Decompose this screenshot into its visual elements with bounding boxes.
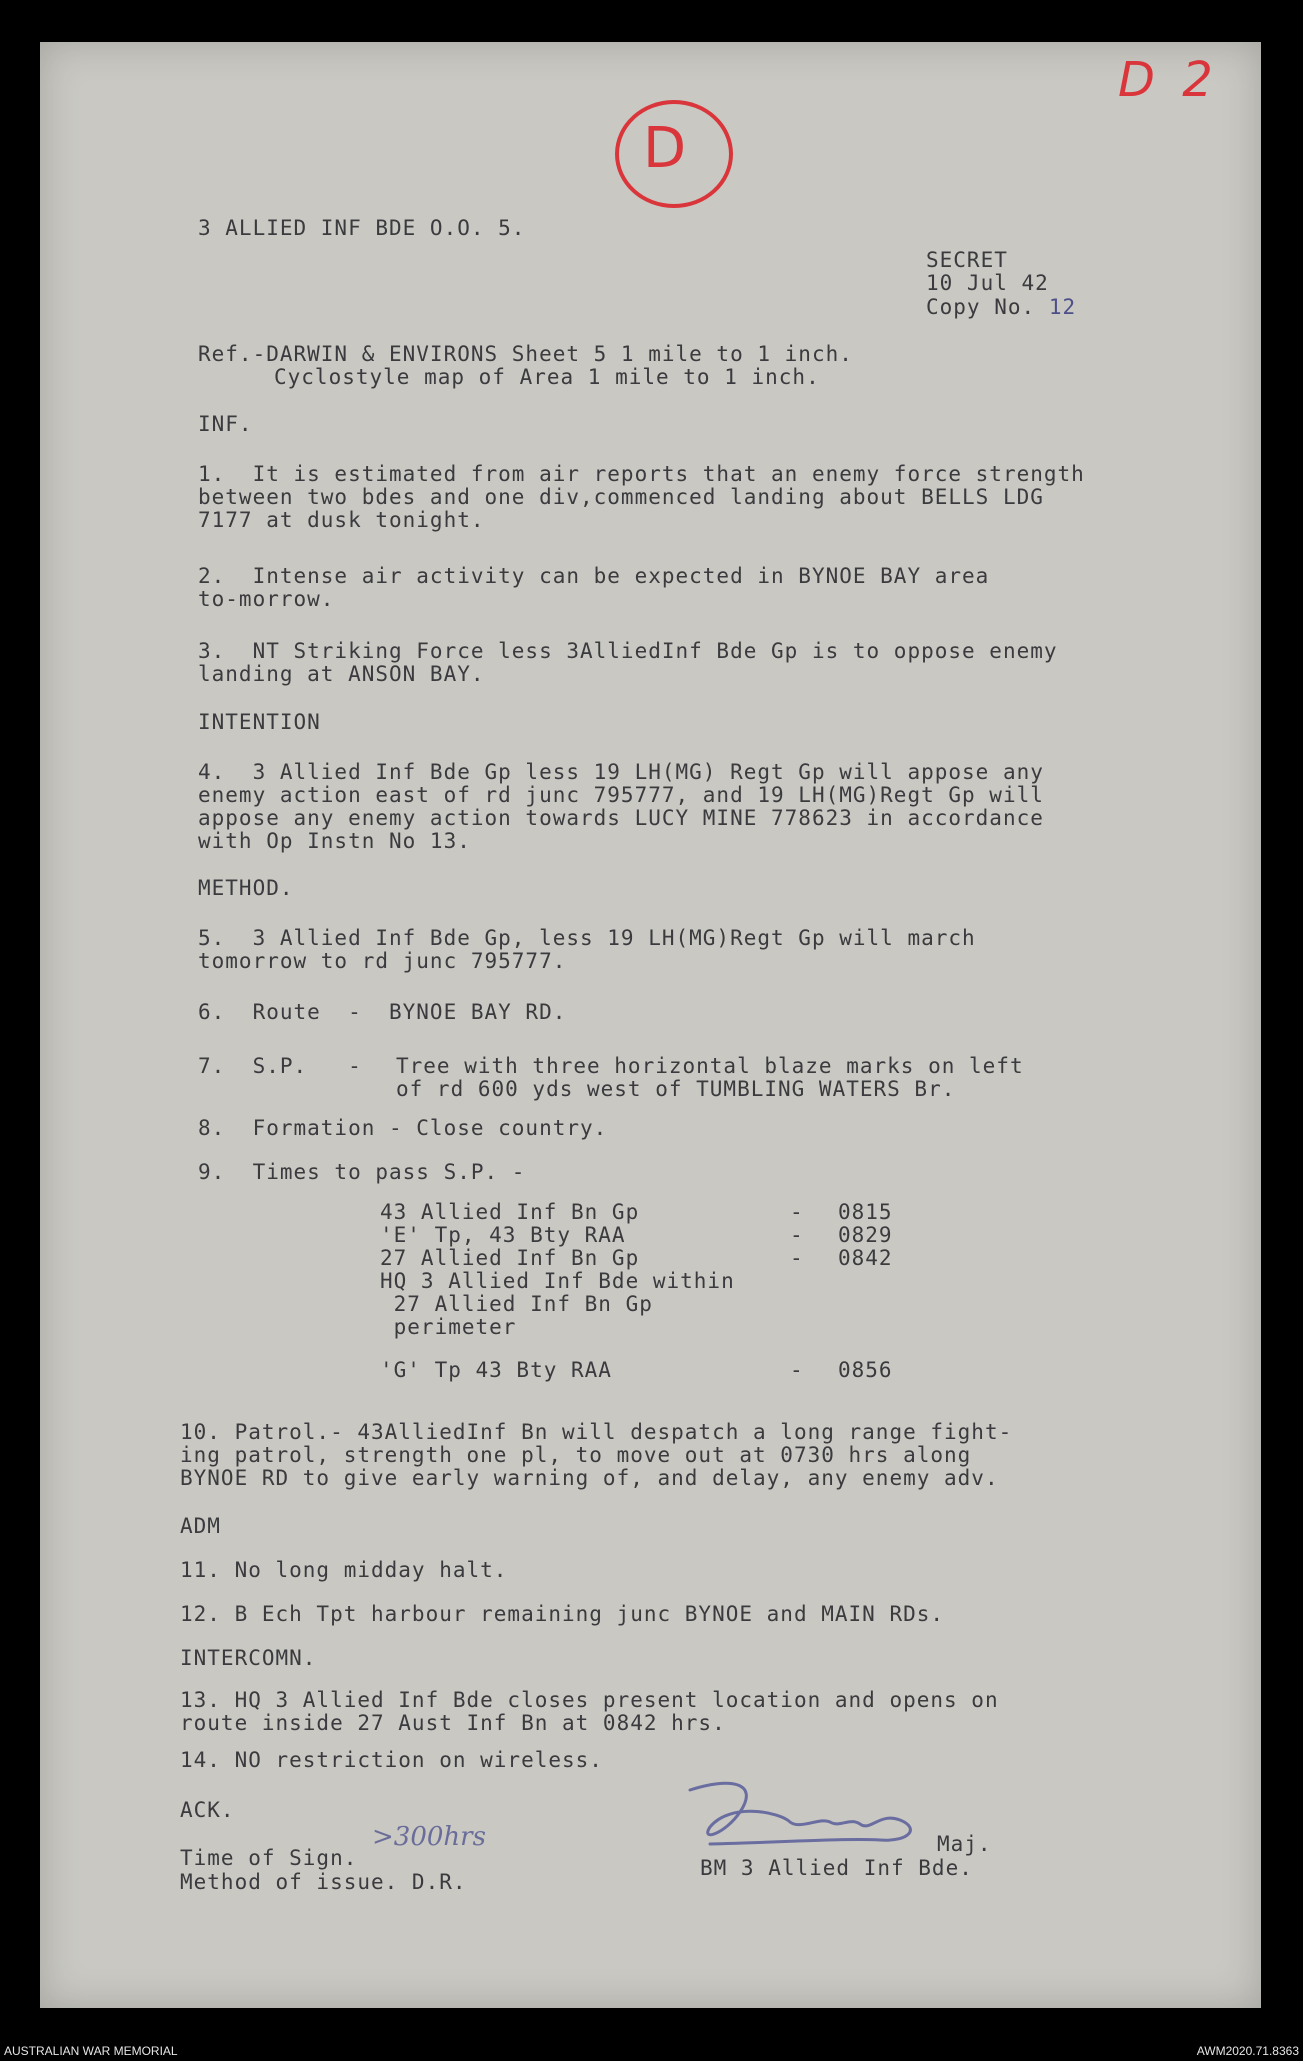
heading-inf: INF. bbox=[198, 412, 253, 436]
signatory-title: BM 3 Allied Inf Bde. bbox=[700, 1856, 973, 1880]
copy-label: Copy No. bbox=[926, 295, 1036, 319]
table-time: 0856 bbox=[838, 1358, 893, 1382]
footer-right: AWM2020.71.8363 bbox=[1196, 2044, 1299, 2058]
para-8: 8. Formation - Close country. bbox=[198, 1116, 608, 1140]
table-unit: 'G' Tp 43 Bty RAA bbox=[380, 1358, 612, 1382]
copy-number: 12 bbox=[1048, 295, 1077, 319]
table-unit: perimeter bbox=[380, 1315, 517, 1339]
table-time: 0842 bbox=[838, 1246, 893, 1270]
time-of-sign-handwritten: >300hrs bbox=[372, 1822, 486, 1852]
para-4-line-4: with Op Instn No 13. bbox=[198, 829, 471, 853]
para-6: 6. Route - BYNOE BAY RD. bbox=[198, 1000, 567, 1024]
para-10-line-2: ing patrol, strength one pl, to move out at 0730 hrs along bbox=[180, 1443, 972, 1467]
para-1-line-2: between two bdes and one div,commenced landing about BELLS LDG bbox=[198, 485, 1044, 509]
table-dash: - bbox=[790, 1200, 804, 1224]
para-1-line-3: 7177 at dusk tonight. bbox=[198, 508, 485, 532]
para-13-line-1: 13. HQ 3 Allied Inf Bde closes present location and opens on bbox=[180, 1688, 999, 1712]
para-9: 9. Times to pass S.P. - bbox=[198, 1160, 526, 1184]
para-4-line-3: appose any enemy action towards LUCY MINE 778623 in accordance bbox=[198, 806, 1044, 830]
para-4-line-2: enemy action east of rd junc 795777, and 19 LH(MG)Regt Gp will bbox=[198, 783, 1044, 807]
heading-method: METHOD. bbox=[198, 876, 294, 900]
para-7-label: 7. S.P. - bbox=[198, 1054, 362, 1078]
table-dash: - bbox=[790, 1246, 804, 1270]
table-unit: HQ 3 Allied Inf Bde within bbox=[380, 1269, 735, 1293]
classification: SECRET bbox=[926, 248, 1008, 272]
para-4-line-1: 4. 3 Allied Inf Bde Gp less 19 LH(MG) Regt Gp will appose any bbox=[198, 760, 1044, 784]
order-date: 10 Jul 42 bbox=[926, 271, 1049, 295]
table-unit: 27 Allied Inf Bn Gp bbox=[380, 1292, 653, 1316]
para-3-line-2: landing at ANSON BAY. bbox=[198, 662, 485, 686]
method-of-issue: Method of issue. D.R. bbox=[180, 1870, 467, 1894]
signature-image bbox=[670, 1772, 960, 1852]
para-7-line-1: Tree with three horizontal blaze marks on left bbox=[396, 1054, 1024, 1078]
order-title: 3 ALLIED INF BDE O.O. 5. bbox=[198, 216, 526, 240]
heading-adm: ADM bbox=[180, 1514, 221, 1538]
table-time: 0829 bbox=[838, 1223, 893, 1247]
annotation-d2: D 2 bbox=[1118, 52, 1219, 108]
para-12: 12. B Ech Tpt harbour remaining junc BYNOE and MAIN RDs. bbox=[180, 1602, 945, 1626]
table-unit: 'E' Tp, 43 Bty RAA bbox=[380, 1223, 626, 1247]
para-5-line-1: 5. 3 Allied Inf Bde Gp, less 19 LH(MG)Regt Gp will march bbox=[198, 926, 976, 950]
para-13-line-2: route inside 27 Aust Inf Bn at 0842 hrs. bbox=[180, 1711, 726, 1735]
ack-label: ACK. bbox=[180, 1798, 235, 1822]
para-10-line-1: 10. Patrol.- 43AlliedInf Bn will despatch a long range fight- bbox=[180, 1420, 1013, 1444]
ref-line-2: Cyclostyle map of Area 1 mile to 1 inch. bbox=[274, 365, 820, 389]
circled-d-letter: D bbox=[643, 116, 687, 181]
document-sheet bbox=[40, 42, 1261, 2008]
para-1-line-1: 1. It is estimated from air reports that an enemy force strength bbox=[198, 462, 1085, 486]
circled-d-stamp bbox=[615, 100, 733, 208]
para-11: 11. No long midday halt. bbox=[180, 1558, 508, 1582]
table-dash: - bbox=[790, 1358, 804, 1382]
para-3-line-1: 3. NT Striking Force less 3AlliedInf Bde Gp is to oppose enemy bbox=[198, 639, 1058, 663]
para-10-line-3: BYNOE RD to give early warning of, and delay, any enemy adv. bbox=[180, 1466, 999, 1490]
para-14: 14. NO restriction on wireless. bbox=[180, 1748, 603, 1772]
table-time: 0815 bbox=[838, 1200, 893, 1224]
footer-left: AUSTRALIAN WAR MEMORIAL bbox=[4, 2044, 178, 2058]
table-unit: 43 Allied Inf Bn Gp bbox=[380, 1200, 640, 1224]
heading-intercomn: INTERCOMN. bbox=[180, 1646, 317, 1670]
heading-intention: INTENTION bbox=[198, 710, 321, 734]
para-5-line-2: tomorrow to rd junc 795777. bbox=[198, 949, 567, 973]
para-7-line-2: of rd 600 yds west of TUMBLING WATERS Br. bbox=[396, 1077, 956, 1101]
table-unit: 27 Allied Inf Bn Gp bbox=[380, 1246, 640, 1270]
signatory-rank: Maj. bbox=[937, 1832, 992, 1856]
ref-line-1: Ref.-DARWIN & ENVIRONS Sheet 5 1 mile to 1 inch. bbox=[198, 342, 853, 366]
copy-number-line bbox=[926, 295, 1076, 319]
para-2-line-1: 2. Intense air activity can be expected in BYNOE BAY area bbox=[198, 564, 990, 588]
para-2-line-2: to-morrow. bbox=[198, 587, 335, 611]
table-dash: - bbox=[790, 1223, 804, 1247]
time-of-sign-label: Time of Sign. bbox=[180, 1846, 358, 1870]
